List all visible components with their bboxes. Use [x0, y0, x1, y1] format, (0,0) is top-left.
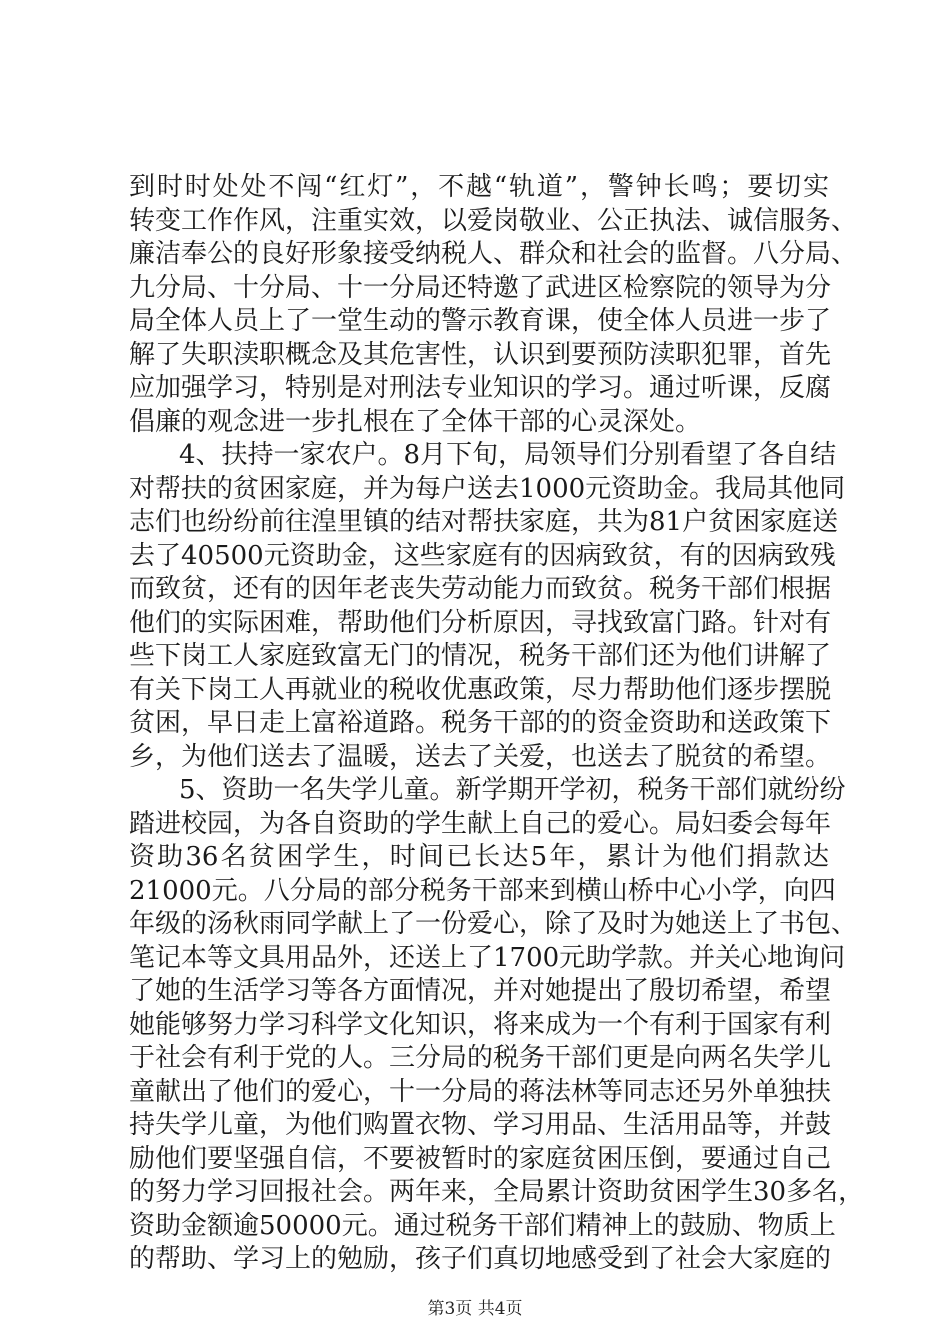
text-line: 志们也纷纷前往湟里镇的结对帮扶家庭，共为81户贫困家庭送 — [129, 507, 839, 537]
text-line: 乡，为他们送去了温暖，送去了关爱，也送去了脱贫的希望。 — [129, 741, 832, 772]
document-body — [129, 171, 865, 1277]
page-number-footer: 第3页 共4页 — [427, 1299, 523, 1319]
text-line: 的帮助、学习上的勉励，孩子们真切地感受到了社会大家庭的 — [129, 1244, 832, 1274]
text-line: 了她的生活学习等各方面情况，并对她提出了殷切希望，希望 — [129, 976, 832, 1006]
paragraph-start-line: 4、扶持一家农户。8月下旬，局领导们分别看望了各自结 — [179, 440, 837, 470]
text-line: 而致贫，还有的因年老丧失劳动能力而致贫。税务干部们根据 — [129, 574, 832, 604]
text-line: 到时时处处不闯“红灯”，不越“轨道”，警钟长鸣；要切实 — [129, 172, 829, 202]
text-line: 年级的汤秋雨同学献上了一份爱心，除了及时为她送上了书包、 — [129, 909, 858, 939]
text-line: 有关下岗工人再就业的税收优惠政策，尽力帮助他们逐步摆脱 — [129, 674, 832, 705]
text-line: 21000元。八分局的部分税务干部来到横山桥中心小学，向四 — [129, 875, 836, 906]
text-line: 资助36名贫困学生，时间已长达5年，累计为他们捐款达 — [129, 842, 829, 872]
text-line: 的努力学习回报社会。两年来，全局累计资助贫困学生30多名， — [129, 1177, 865, 1207]
text-line: 应加强学习，特别是对刑法专业知识的学习。通过听课，反腐 — [129, 373, 832, 403]
text-line: 笔记本等文具用品外，还送上了1700元助学款。并关心地询问 — [129, 942, 846, 973]
text-line: 解了失职渎职概念及其危害性，认识到要预防渎职犯罪，首先 — [129, 339, 832, 370]
text-line: 励他们要坚强自信，不要被暂时的家庭贫困压倒，要通过自己 — [129, 1143, 832, 1174]
text-line: 去了40500元资助金，这些家庭有的因病致贫，有的因病致残 — [129, 540, 836, 571]
text-line: 持失学儿童，为他们购置衣物、学习用品、生活用品等，并鼓 — [129, 1110, 832, 1140]
text-line: 廉洁奉公的良好形象接受纳税人、群众和社会的监督。八分局、 — [129, 239, 858, 269]
text-line: 倡廉的观念进一步扎根在了全体干部的心灵深处。 — [129, 406, 702, 437]
paragraph-start-line: 5、资助一名失学儿童。新学期开学初，税务干部们就纷纷 — [179, 775, 846, 805]
text-line: 童献出了他们的爱心，十一分局的蒋法林等同志还另外单独扶 — [129, 1076, 832, 1107]
text-line: 她能够努力学习科学文化知识，将来成为一个有利于国家有利 — [129, 1009, 832, 1040]
text-line: 他们的实际困难，帮助他们分析原因，寻找致富门路。针对有 — [129, 607, 832, 638]
text-line: 贫困，早日走上富裕道路。税务干部的的资金资助和送政策下 — [129, 708, 832, 738]
text-line: 局全体人员上了一堂生动的警示教育课，使全体人员进一步了 — [129, 306, 832, 336]
text-line: 对帮扶的贫困家庭，并为每户送去1000元资助金。我局其他同 — [129, 473, 846, 504]
text-line: 转变工作作风，注重实效，以爱岗敬业、公正执法、诚信服务、 — [129, 205, 858, 236]
text-line: 资助金额逾50000元。通过税务干部们精神上的鼓励、物质上 — [129, 1210, 836, 1241]
text-line: 些下岗工人家庭致富无门的情况，税务干部们还为他们讲解了 — [129, 641, 832, 671]
text-line: 于社会有利于党的人。三分局的税务干部们更是向两名失学儿 — [129, 1043, 832, 1073]
text-line: 踏进校园，为各自资助的学生献上自己的爱心。局妇委会每年 — [129, 808, 832, 839]
text-line: 九分局、十分局、十一分局还特邀了武进区检察院的领导为分 — [129, 272, 832, 303]
